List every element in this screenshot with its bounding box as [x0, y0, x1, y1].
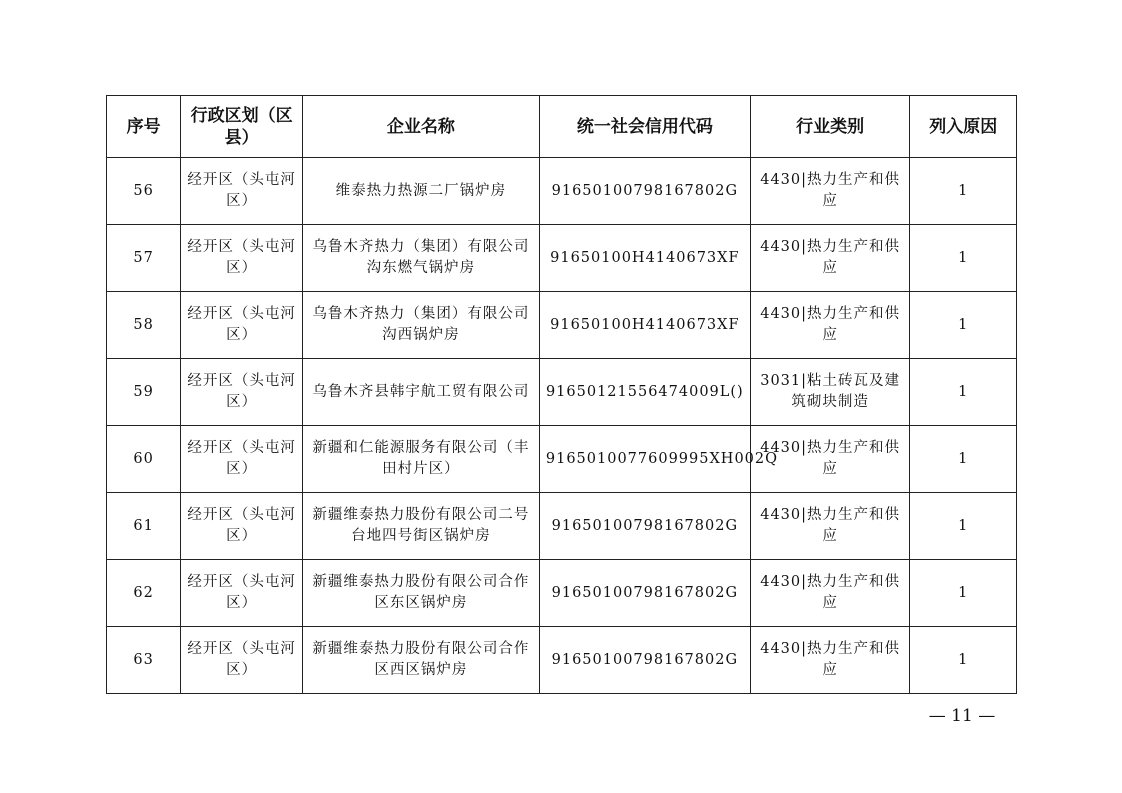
reason-cell: 1	[910, 560, 1017, 627]
industry-cell: 4430|热力生产和供应	[750, 493, 910, 560]
table-header-row	[107, 96, 1017, 158]
table-row	[107, 158, 1017, 225]
table-row	[107, 292, 1017, 359]
company-name-cell: 乌鲁木齐热力（集团）有限公司沟东燃气锅炉房	[302, 225, 539, 292]
credit-code-cell: 91650100H4140673XF	[539, 292, 750, 359]
serial-number-cell: 62	[107, 560, 181, 627]
district-cell: 经开区（头屯河区）	[181, 292, 303, 359]
company-name-cell: 新疆和仁能源服务有限公司（丰田村片区）	[302, 426, 539, 493]
table-row	[107, 359, 1017, 426]
district-cell: 经开区（头屯河区）	[181, 426, 303, 493]
company-name-cell: 乌鲁木齐县韩宇航工贸有限公司	[302, 359, 539, 426]
company-name-cell: 维泰热力热源二厂锅炉房	[302, 158, 539, 225]
credit-code-cell: 91650100H4140673XF	[539, 225, 750, 292]
industry-cell: 4430|热力生产和供应	[750, 158, 910, 225]
page-number: — 11 —	[928, 706, 996, 726]
table-row	[107, 493, 1017, 560]
reason-cell: 1	[910, 292, 1017, 359]
credit-code-cell: 91650100798167802G	[539, 627, 750, 694]
serial-number-cell: 63	[107, 627, 181, 694]
header-district: 行政区划（区县）	[181, 96, 303, 158]
header-reason: 列入原因	[910, 96, 1017, 158]
table-row	[107, 560, 1017, 627]
serial-number-cell: 60	[107, 426, 181, 493]
header-credit-code: 统一社会信用代码	[539, 96, 750, 158]
district-cell: 经开区（头屯河区）	[181, 359, 303, 426]
company-name-cell: 新疆维泰热力股份有限公司二号台地四号街区锅炉房	[302, 493, 539, 560]
reason-cell: 1	[910, 493, 1017, 560]
credit-code-cell: 91650100798167802G	[539, 158, 750, 225]
district-cell: 经开区（头屯河区）	[181, 158, 303, 225]
reason-cell: 1	[910, 359, 1017, 426]
header-company-name: 企业名称	[302, 96, 539, 158]
reason-cell: 1	[910, 627, 1017, 694]
table-row	[107, 225, 1017, 292]
reason-cell: 1	[910, 225, 1017, 292]
credit-code-cell: 91650100798167802G	[539, 493, 750, 560]
credit-code-cell: 91650100798167802G	[539, 560, 750, 627]
header-industry: 行业类别	[750, 96, 910, 158]
header-serial-number: 序号	[107, 96, 181, 158]
serial-number-cell: 61	[107, 493, 181, 560]
industry-cell: 4430|热力生产和供应	[750, 627, 910, 694]
company-name-cell: 新疆维泰热力股份有限公司合作区西区锅炉房	[302, 627, 539, 694]
district-cell: 经开区（头屯河区）	[181, 627, 303, 694]
reason-cell: 1	[910, 158, 1017, 225]
enterprise-list-table	[106, 95, 1017, 694]
serial-number-cell: 58	[107, 292, 181, 359]
industry-cell: 3031|粘土砖瓦及建筑砌块制造	[750, 359, 910, 426]
district-cell: 经开区（头屯河区）	[181, 225, 303, 292]
serial-number-cell: 59	[107, 359, 181, 426]
company-name-cell: 新疆维泰热力股份有限公司合作区东区锅炉房	[302, 560, 539, 627]
industry-cell: 4430|热力生产和供应	[750, 292, 910, 359]
company-name-cell: 乌鲁木齐热力（集团）有限公司沟西锅炉房	[302, 292, 539, 359]
table-row	[107, 627, 1017, 694]
credit-code-cell: 9165010077609995XH002Q	[539, 426, 750, 493]
table-row	[107, 426, 1017, 493]
industry-cell: 4430|热力生产和供应	[750, 426, 910, 493]
district-cell: 经开区（头屯河区）	[181, 493, 303, 560]
industry-cell: 4430|热力生产和供应	[750, 225, 910, 292]
credit-code-cell: 91650121556474009L()	[539, 359, 750, 426]
serial-number-cell: 57	[107, 225, 181, 292]
serial-number-cell: 56	[107, 158, 181, 225]
industry-cell: 4430|热力生产和供应	[750, 560, 910, 627]
reason-cell: 1	[910, 426, 1017, 493]
district-cell: 经开区（头屯河区）	[181, 560, 303, 627]
